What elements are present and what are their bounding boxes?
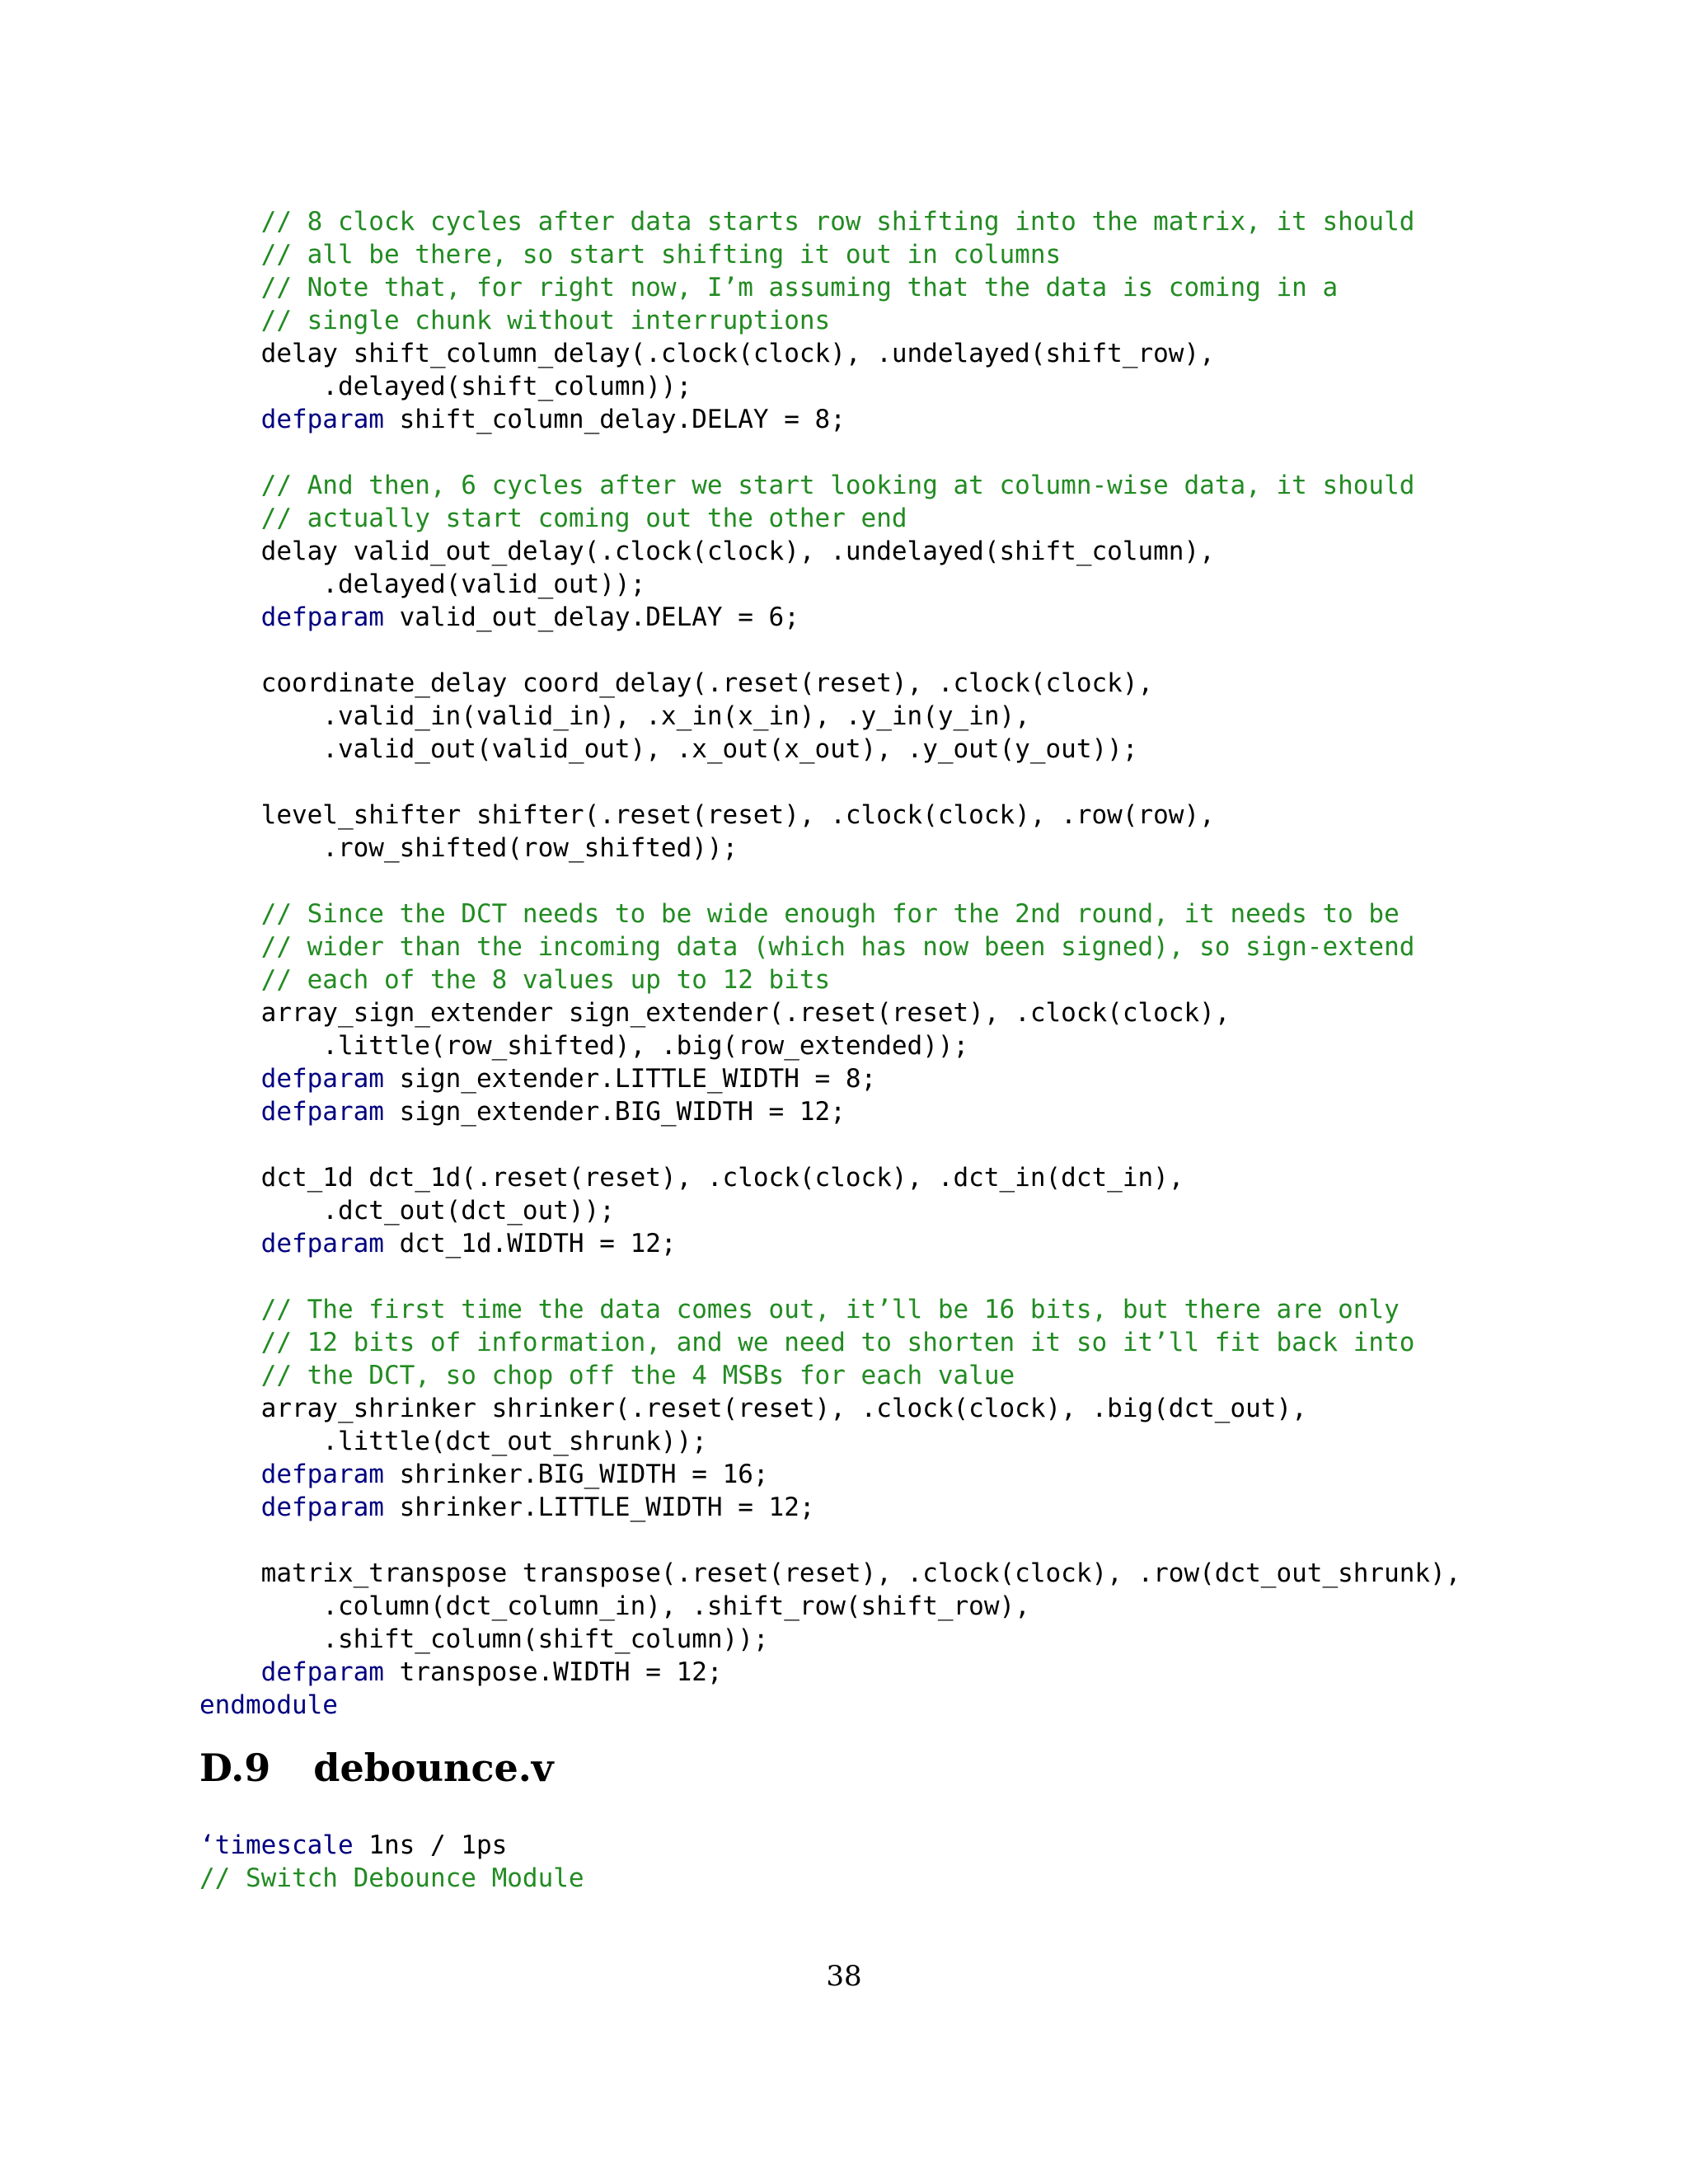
code-token [199, 306, 261, 335]
code-keyword: defparam [260, 1460, 384, 1489]
code-token [199, 1493, 261, 1522]
code-token: level_shifter shifter(.reset(reset), .clock(clock), .row(row), [199, 800, 1215, 830]
code-text [199, 1491, 815, 1524]
code-comment: // wider than the incoming data (which has now been signed), so sign-extend [260, 932, 1415, 962]
code-comment: // Note that, for right now, I’m assuming that the data is coming in a [260, 273, 1339, 302]
code-token: delay valid_out_delay(.clock(clock), .undelayed(shift_column), [199, 537, 1215, 566]
code-token: shift_column_delay.DELAY = 8; [383, 405, 846, 434]
code-keyword: defparam [260, 1657, 384, 1687]
code-token: shrinker.BIG_WIDTH = 16; [383, 1460, 769, 1489]
code-token: .row_shifted(row_shifted)); [199, 833, 738, 863]
code-token [199, 1460, 261, 1489]
code-comment: // 12 bits of information, and we need to shorten it so it’ll fit back into [260, 1328, 1415, 1357]
code-text [199, 1623, 769, 1656]
code-token: .little(dct_out_shrunk)); [199, 1427, 707, 1456]
code-text [199, 1590, 1030, 1623]
code-token [199, 273, 261, 302]
code-token: .valid_in(valid_in), .x_in(x_in), .y_in(y_in), [199, 701, 1030, 731]
code-text [199, 1194, 615, 1227]
code-token: transpose.WIDTH = 12; [383, 1657, 723, 1687]
code-token: matrix_transpose transpose(.reset(reset), .clock(clock), .row(dct_out_shrunk), [199, 1558, 1461, 1588]
code-text [199, 304, 830, 337]
code-keyword: defparam [260, 1097, 384, 1127]
code-token [199, 899, 261, 929]
code-comment: // The first time the data comes out, it’ll be 16 bits, but there are only [260, 1295, 1400, 1324]
code-text [199, 1326, 1414, 1359]
section-number: D.9 [199, 1746, 271, 1790]
code-token: array_sign_extender sign_extender(.reset(reset), .clock(clock), [199, 998, 1231, 1028]
code-text [199, 733, 1137, 766]
code-text [199, 1392, 1307, 1425]
code-text [199, 238, 1061, 271]
code-text [199, 403, 846, 436]
code-keyword: defparam [260, 405, 384, 434]
code-token [199, 240, 261, 269]
code-text [199, 1293, 1400, 1326]
code-text [199, 205, 1414, 238]
code-token [199, 471, 261, 500]
code-text [199, 1656, 723, 1689]
code-keyword: defparam [260, 1064, 384, 1094]
code-text [199, 930, 1414, 963]
code-keyword: defparam [260, 602, 384, 632]
section-heading [199, 1739, 553, 1797]
code-comment: // single chunk without interruptions [260, 306, 831, 335]
code-text [199, 1161, 1184, 1194]
code-text [199, 601, 799, 634]
code-text [199, 1862, 584, 1895]
code-token [199, 602, 261, 632]
section-title: debounce.v [313, 1746, 554, 1790]
code-text [199, 898, 1400, 930]
code-keyword: endmodule [199, 1690, 338, 1720]
code-token: dct_1d dct_1d(.reset(reset), .clock(clock), .dct_in(dct_in), [199, 1163, 1184, 1193]
code-token [199, 504, 261, 533]
code-text [199, 1227, 677, 1260]
code-token: .column(dct_column_in), .shift_row(shift_row), [199, 1591, 1030, 1621]
code-text [199, 271, 1338, 304]
code-text [199, 1095, 846, 1128]
code-token [199, 1657, 261, 1687]
code-token: .dct_out(dct_out)); [199, 1196, 615, 1226]
code-text [199, 502, 907, 535]
code-token [199, 1064, 261, 1094]
code-text [199, 1829, 507, 1862]
code-token [199, 405, 261, 434]
code-token: .delayed(valid_out)); [199, 569, 646, 599]
code-token [199, 1295, 261, 1324]
code-token: .valid_out(valid_out), .x_out(x_out), .y_out(y_out)); [199, 734, 1138, 764]
code-comment: // actually start coming out the other end [260, 504, 907, 533]
code-text [199, 337, 1215, 370]
code-token [199, 932, 261, 962]
code-token: .little(row_shifted), .big(row_extended)); [199, 1031, 969, 1061]
code-token: shrinker.LITTLE_WIDTH = 12; [383, 1493, 815, 1522]
code-token [199, 1328, 261, 1357]
code-text [199, 370, 692, 403]
code-text [199, 1458, 769, 1491]
code-text [199, 799, 1215, 832]
code-text [199, 1029, 968, 1062]
code-text [199, 1557, 1461, 1590]
code-text [199, 568, 645, 601]
code-token: sign_extender.LITTLE_WIDTH = 8; [383, 1064, 877, 1094]
code-keyword: defparam [260, 1493, 384, 1522]
code-text [199, 1689, 338, 1722]
code-token: array_shrinker shrinker(.reset(reset), .clock(clock), .big(dct_out), [199, 1394, 1307, 1423]
code-token: dct_1d.WIDTH = 12; [383, 1229, 677, 1258]
code-token [199, 965, 261, 995]
code-comment: // Since the DCT needs to be wide enough for the 2nd round, it needs to be [260, 899, 1400, 929]
code-token [199, 1097, 261, 1127]
code-text [199, 1425, 707, 1458]
code-text [199, 700, 1030, 733]
code-token: delay shift_column_delay(.clock(clock), .undelayed(shift_row), [199, 339, 1215, 368]
code-token [199, 207, 261, 237]
code-token [199, 1361, 261, 1390]
code-keyword: ‘timescale [199, 1830, 354, 1860]
code-comment: // And then, 6 cycles after we start looking at column-wise data, it should [260, 471, 1415, 500]
code-keyword: defparam [260, 1229, 384, 1258]
code-text [199, 996, 1230, 1029]
code-text [199, 535, 1215, 568]
code-comment: // all be there, so start shifting it out in columns [260, 240, 1062, 269]
code-text [199, 832, 738, 865]
code-text [199, 469, 1414, 502]
code-token: 1ns / 1ps [353, 1830, 508, 1860]
code-comment: // 8 clock cycles after data starts row shifting into the matrix, it should [260, 207, 1415, 237]
page-number: 38 [826, 1960, 862, 1993]
code-text [199, 963, 830, 996]
code-token: .delayed(shift_column)); [199, 372, 692, 401]
code-text [199, 1062, 876, 1095]
code-text [199, 667, 1153, 700]
code-token [199, 1229, 261, 1258]
code-comment: // Switch Debounce Module [199, 1863, 584, 1893]
code-token: .shift_column(shift_column)); [199, 1624, 769, 1654]
code-text [199, 1359, 1015, 1392]
code-comment: // each of the 8 values up to 12 bits [260, 965, 831, 995]
code-token: coordinate_delay coord_delay(.reset(reset), .clock(clock), [199, 668, 1154, 698]
code-comment: // the DCT, so chop off the 4 MSBs for each value [260, 1361, 1015, 1390]
code-token: valid_out_delay.DELAY = 6; [383, 602, 799, 632]
code-token: sign_extender.BIG_WIDTH = 12; [383, 1097, 846, 1127]
